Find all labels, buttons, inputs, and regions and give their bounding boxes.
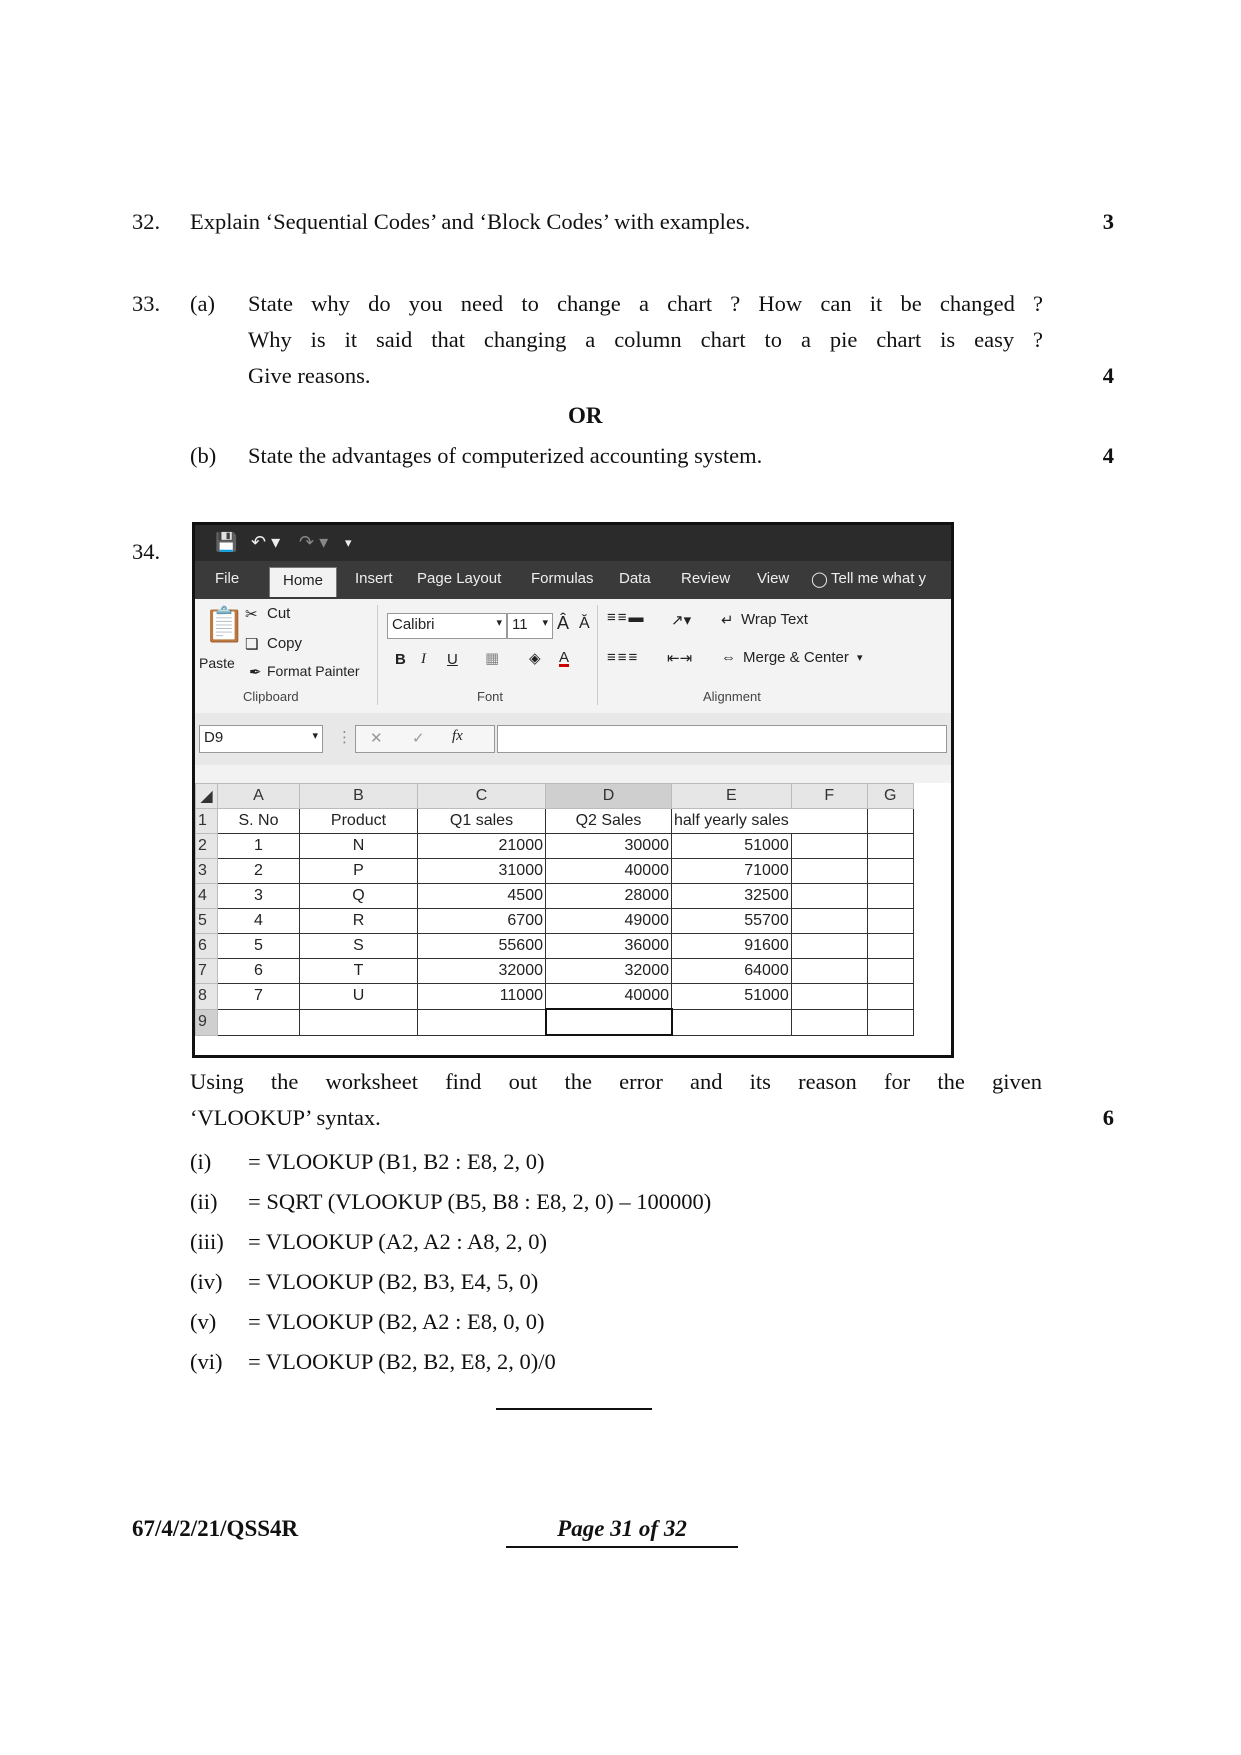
cell[interactable]: 91600 <box>672 934 792 959</box>
formula-bar <box>195 713 951 765</box>
item-label: (iv) <box>190 1269 223 1294</box>
column-header-g[interactable]: G <box>867 784 913 809</box>
cell[interactable] <box>418 1009 546 1035</box>
question-34-number <box>0 534 200 574</box>
cell[interactable] <box>867 909 913 934</box>
column-header-d[interactable]: D <box>546 784 672 809</box>
copy-icon[interactable]: ❏ <box>245 636 259 653</box>
insert-function-button[interactable]: fx <box>452 728 463 744</box>
save-icon[interactable]: 💾 <box>215 532 238 552</box>
orientation-icon[interactable]: ↗▾ <box>671 612 692 629</box>
copy-button[interactable]: Copy <box>267 635 303 652</box>
underline-button[interactable]: U <box>447 651 458 668</box>
table-row <box>196 859 914 884</box>
cell[interactable]: 3 <box>218 884 300 909</box>
cell[interactable]: 31000 <box>418 859 546 884</box>
page-number: Page 31 of 32 <box>506 1516 738 1548</box>
chevron-down-icon: ▾ <box>496 617 502 629</box>
list-item <box>0 1224 1241 1264</box>
cell[interactable]: S <box>300 934 418 959</box>
cell[interactable]: 32500 <box>672 884 792 909</box>
table-row <box>196 1009 914 1035</box>
cell[interactable] <box>791 809 867 834</box>
item-label: (ii) <box>190 1189 218 1214</box>
row-header[interactable]: 1 <box>196 809 218 834</box>
cell[interactable]: 55600 <box>418 934 546 959</box>
active-cell-d9[interactable] <box>546 1009 672 1035</box>
row-header[interactable]: 7 <box>196 959 218 984</box>
quick-access-toolbar <box>195 525 951 561</box>
marks: 6 <box>1102 1105 1114 1130</box>
cell[interactable] <box>218 1009 300 1035</box>
lightbulb-icon: ◯ <box>811 571 828 588</box>
column-header-b[interactable]: B <box>300 784 418 809</box>
row-header[interactable]: 4 <box>196 884 218 909</box>
cell[interactable]: T <box>300 959 418 984</box>
cell[interactable] <box>867 1009 913 1035</box>
redo-icon[interactable]: ↷ ▾ <box>299 532 329 552</box>
font-name-dropdown[interactable] <box>387 613 507 639</box>
tab-view[interactable]: View <box>757 570 790 587</box>
alignment-group-label: Alignment <box>703 689 761 704</box>
chevron-down-icon[interactable]: ▾ <box>857 652 863 664</box>
table-row <box>196 834 914 859</box>
formula-buttons <box>355 725 495 753</box>
question-line-2: ‘VLOOKUP’ syntax. <box>190 1105 381 1130</box>
cell[interactable]: 6700 <box>418 909 546 934</box>
list-item <box>0 1304 1241 1344</box>
enter-icon[interactable]: ✓ <box>412 730 425 747</box>
cell[interactable]: 6 <box>218 959 300 984</box>
table-row <box>196 884 914 909</box>
list-item <box>0 1264 1241 1304</box>
list-item <box>0 1184 1241 1224</box>
border-icon[interactable]: ▦ <box>485 650 500 667</box>
fill-color-icon[interactable]: ◈ <box>529 650 541 667</box>
item-label: (iii) <box>190 1229 224 1254</box>
column-header-f[interactable]: F <box>791 784 867 809</box>
question-number: 34. <box>132 539 161 564</box>
question-line-1: Using the worksheet find out the error and its reason for the given <box>190 1069 1042 1094</box>
column-header-c[interactable]: C <box>418 784 546 809</box>
align-left-center-right-icons[interactable]: ≡≡≡ <box>607 649 640 666</box>
paper-code: 67/4/2/21/QSS4R <box>132 1516 299 1541</box>
cell[interactable] <box>791 959 867 984</box>
tell-me-search[interactable]: Tell me what y <box>831 570 927 587</box>
cell[interactable] <box>791 884 867 909</box>
cell[interactable]: 40000 <box>546 859 672 884</box>
item-label: (v) <box>190 1309 217 1334</box>
tab-file[interactable]: File <box>215 570 240 587</box>
tab-page-layout[interactable]: Page Layout <box>417 570 502 587</box>
cell[interactable] <box>867 884 913 909</box>
table-row <box>196 984 914 1010</box>
cell[interactable]: 64000 <box>672 959 792 984</box>
increase-font-icon[interactable]: Â <box>557 613 570 633</box>
decrease-font-icon[interactable]: Ǎ <box>579 615 590 632</box>
cell[interactable]: 32000 <box>418 959 546 984</box>
row-header[interactable]: 8 <box>196 984 218 1010</box>
cell[interactable]: 5 <box>218 934 300 959</box>
chevron-down-icon: ▾ <box>312 730 318 742</box>
name-box[interactable] <box>199 725 323 753</box>
cell[interactable] <box>867 959 913 984</box>
ribbon-home <box>195 599 951 714</box>
merge-icon[interactable]: ⇔ <box>721 649 736 666</box>
cell[interactable] <box>672 1009 792 1035</box>
cell[interactable] <box>791 1009 867 1035</box>
question-number: 32. <box>132 209 161 234</box>
item-formula: = SQRT (VLOOKUP (B5, B8 : E8, 2, 0) – 100000) <box>248 1189 712 1214</box>
paste-button[interactable]: Paste <box>199 655 235 671</box>
vlookup-list <box>0 1144 1241 1384</box>
format-painter-icon[interactable]: ✒ <box>249 664 262 681</box>
cell[interactable] <box>867 809 913 834</box>
table-row <box>196 934 914 959</box>
end-rule <box>496 1408 652 1410</box>
cell[interactable]: R <box>300 909 418 934</box>
row-header[interactable]: 6 <box>196 934 218 959</box>
cell[interactable]: Q <box>300 884 418 909</box>
question-32 <box>0 204 1241 244</box>
list-item <box>0 1344 1241 1384</box>
item-label: (i) <box>190 1149 212 1174</box>
cell[interactable] <box>867 934 913 959</box>
item-formula: = VLOOKUP (B1, B2 : E8, 2, 0) <box>248 1149 545 1174</box>
cell[interactable]: 32000 <box>546 959 672 984</box>
cell[interactable]: U <box>300 984 418 1010</box>
marks: 3 <box>1102 209 1114 234</box>
cell[interactable]: half yearly sales <box>672 809 792 834</box>
cell[interactable]: 2 <box>218 859 300 884</box>
cell[interactable]: Product <box>300 809 418 834</box>
cell[interactable]: 1 <box>218 834 300 859</box>
row-header[interactable]: 9 <box>196 1009 218 1035</box>
row-header[interactable]: 5 <box>196 909 218 934</box>
worksheet-table <box>195 783 914 1036</box>
tab-home[interactable]: Home <box>269 567 337 597</box>
or-separator: OR <box>568 403 603 428</box>
cell[interactable]: 55700 <box>672 909 792 934</box>
customize-toolbar-icon[interactable]: ▾ <box>345 535 352 550</box>
part-a-marks: 4 <box>1102 363 1114 388</box>
more-icon: ⋮ <box>337 729 352 746</box>
item-formula: = VLOOKUP (B2, B3, E4, 5, 0) <box>248 1269 539 1294</box>
merge-center-button[interactable]: Merge & Center <box>743 649 849 666</box>
cell[interactable] <box>867 984 913 1010</box>
part-b-marks: 4 <box>1102 443 1114 468</box>
cut-icon[interactable]: ✂ <box>245 606 258 623</box>
font-name-value: Calibri <box>392 616 435 633</box>
tab-formulas[interactable]: Formulas <box>531 570 594 587</box>
ribbon-tabs <box>195 561 951 599</box>
formula-input[interactable] <box>497 725 947 753</box>
excel-screenshot <box>192 522 954 1058</box>
cell[interactable] <box>791 909 867 934</box>
name-box-value: D9 <box>204 729 224 746</box>
divider <box>597 605 598 705</box>
item-formula: = VLOOKUP (A2, A2 : A8, 2, 0) <box>248 1229 547 1254</box>
cell[interactable] <box>867 834 913 859</box>
row-header[interactable]: 3 <box>196 859 218 884</box>
part-a-line-2: Why is it said that changing a column chart to a pie chart is easy ? <box>248 327 1043 352</box>
italic-button[interactable]: I <box>421 651 426 667</box>
font-group-label: Font <box>477 689 504 704</box>
item-formula: = VLOOKUP (B2, B2, E8, 2, 0)/0 <box>248 1349 556 1374</box>
part-b-label: (b) <box>190 443 217 468</box>
divider <box>377 605 378 705</box>
part-a-label: (a) <box>190 291 215 316</box>
cell[interactable]: N <box>300 834 418 859</box>
tab-insert[interactable]: Insert <box>355 570 393 587</box>
table-row <box>196 809 914 834</box>
cell[interactable]: 21000 <box>418 834 546 859</box>
chevron-down-icon: ▾ <box>542 617 548 629</box>
paste-icon[interactable]: 📋 <box>203 606 246 644</box>
table-row <box>196 959 914 984</box>
cell[interactable] <box>791 834 867 859</box>
font-color-icon[interactable]: A <box>559 649 570 666</box>
part-a-line-1: State why do you need to change a chart ? How can it be changed ? <box>248 291 1043 316</box>
cell[interactable]: P <box>300 859 418 884</box>
cell[interactable]: 4500 <box>418 884 546 909</box>
worksheet-grid <box>195 783 951 1055</box>
cell[interactable]: 51000 <box>672 984 792 1010</box>
wrap-text-button[interactable]: Wrap Text <box>741 611 808 628</box>
cell[interactable]: 30000 <box>546 834 672 859</box>
table-row <box>196 909 914 934</box>
cell[interactable] <box>791 859 867 884</box>
cell[interactable]: 36000 <box>546 934 672 959</box>
font-size-dropdown[interactable] <box>507 613 553 639</box>
part-b-text: State the advantages of computerized accounting system. <box>248 443 763 468</box>
align-top-icons[interactable]: ≡≡▬ <box>607 609 646 626</box>
cell[interactable]: 40000 <box>546 984 672 1010</box>
clipboard-group-label: Clipboard <box>243 689 299 704</box>
wrap-text-icon[interactable]: ↵ <box>721 612 734 629</box>
question-34-text <box>0 1064 1241 1144</box>
format-painter-button[interactable]: Format Painter <box>267 663 360 679</box>
part-a-line-3: Give reasons. <box>248 363 371 388</box>
cancel-icon[interactable]: ✕ <box>370 730 383 747</box>
cell[interactable] <box>300 1009 418 1035</box>
cell[interactable]: 11000 <box>418 984 546 1010</box>
column-header-a[interactable]: A <box>218 784 300 809</box>
row-header[interactable]: 2 <box>196 834 218 859</box>
indent-icons[interactable]: ⇤⇥ <box>667 650 693 667</box>
cell[interactable]: S. No <box>218 809 300 834</box>
cell[interactable]: 51000 <box>672 834 792 859</box>
item-label: (vi) <box>190 1349 223 1374</box>
cell[interactable]: 28000 <box>546 884 672 909</box>
cell[interactable]: 49000 <box>546 909 672 934</box>
undo-icon[interactable]: ↶ ▾ <box>251 532 281 552</box>
question-33 <box>0 286 1241 466</box>
question-number: 33. <box>132 291 161 316</box>
cell[interactable]: 7 <box>218 984 300 1010</box>
bold-button[interactable]: B <box>395 651 406 668</box>
list-item <box>0 1144 1241 1184</box>
column-header-e[interactable]: E <box>672 784 792 809</box>
cell[interactable]: 71000 <box>672 859 792 884</box>
cell[interactable] <box>867 859 913 884</box>
select-all-corner[interactable]: ◢ <box>196 784 218 809</box>
item-formula: = VLOOKUP (B2, A2 : E8, 0, 0) <box>248 1309 545 1334</box>
cell[interactable]: Q1 sales <box>418 809 546 834</box>
column-header-row <box>196 784 914 809</box>
cell[interactable]: Q2 Sales <box>546 809 672 834</box>
cut-button[interactable]: Cut <box>267 605 291 622</box>
cell[interactable] <box>791 934 867 959</box>
tab-data[interactable]: Data <box>619 570 651 587</box>
font-size-value: 11 <box>512 616 528 633</box>
tab-review[interactable]: Review <box>681 570 731 587</box>
cell[interactable]: 4 <box>218 909 300 934</box>
question-text: Explain ‘Sequential Codes’ and ‘Block Codes’ with examples. <box>190 209 751 234</box>
cell[interactable] <box>791 984 867 1010</box>
